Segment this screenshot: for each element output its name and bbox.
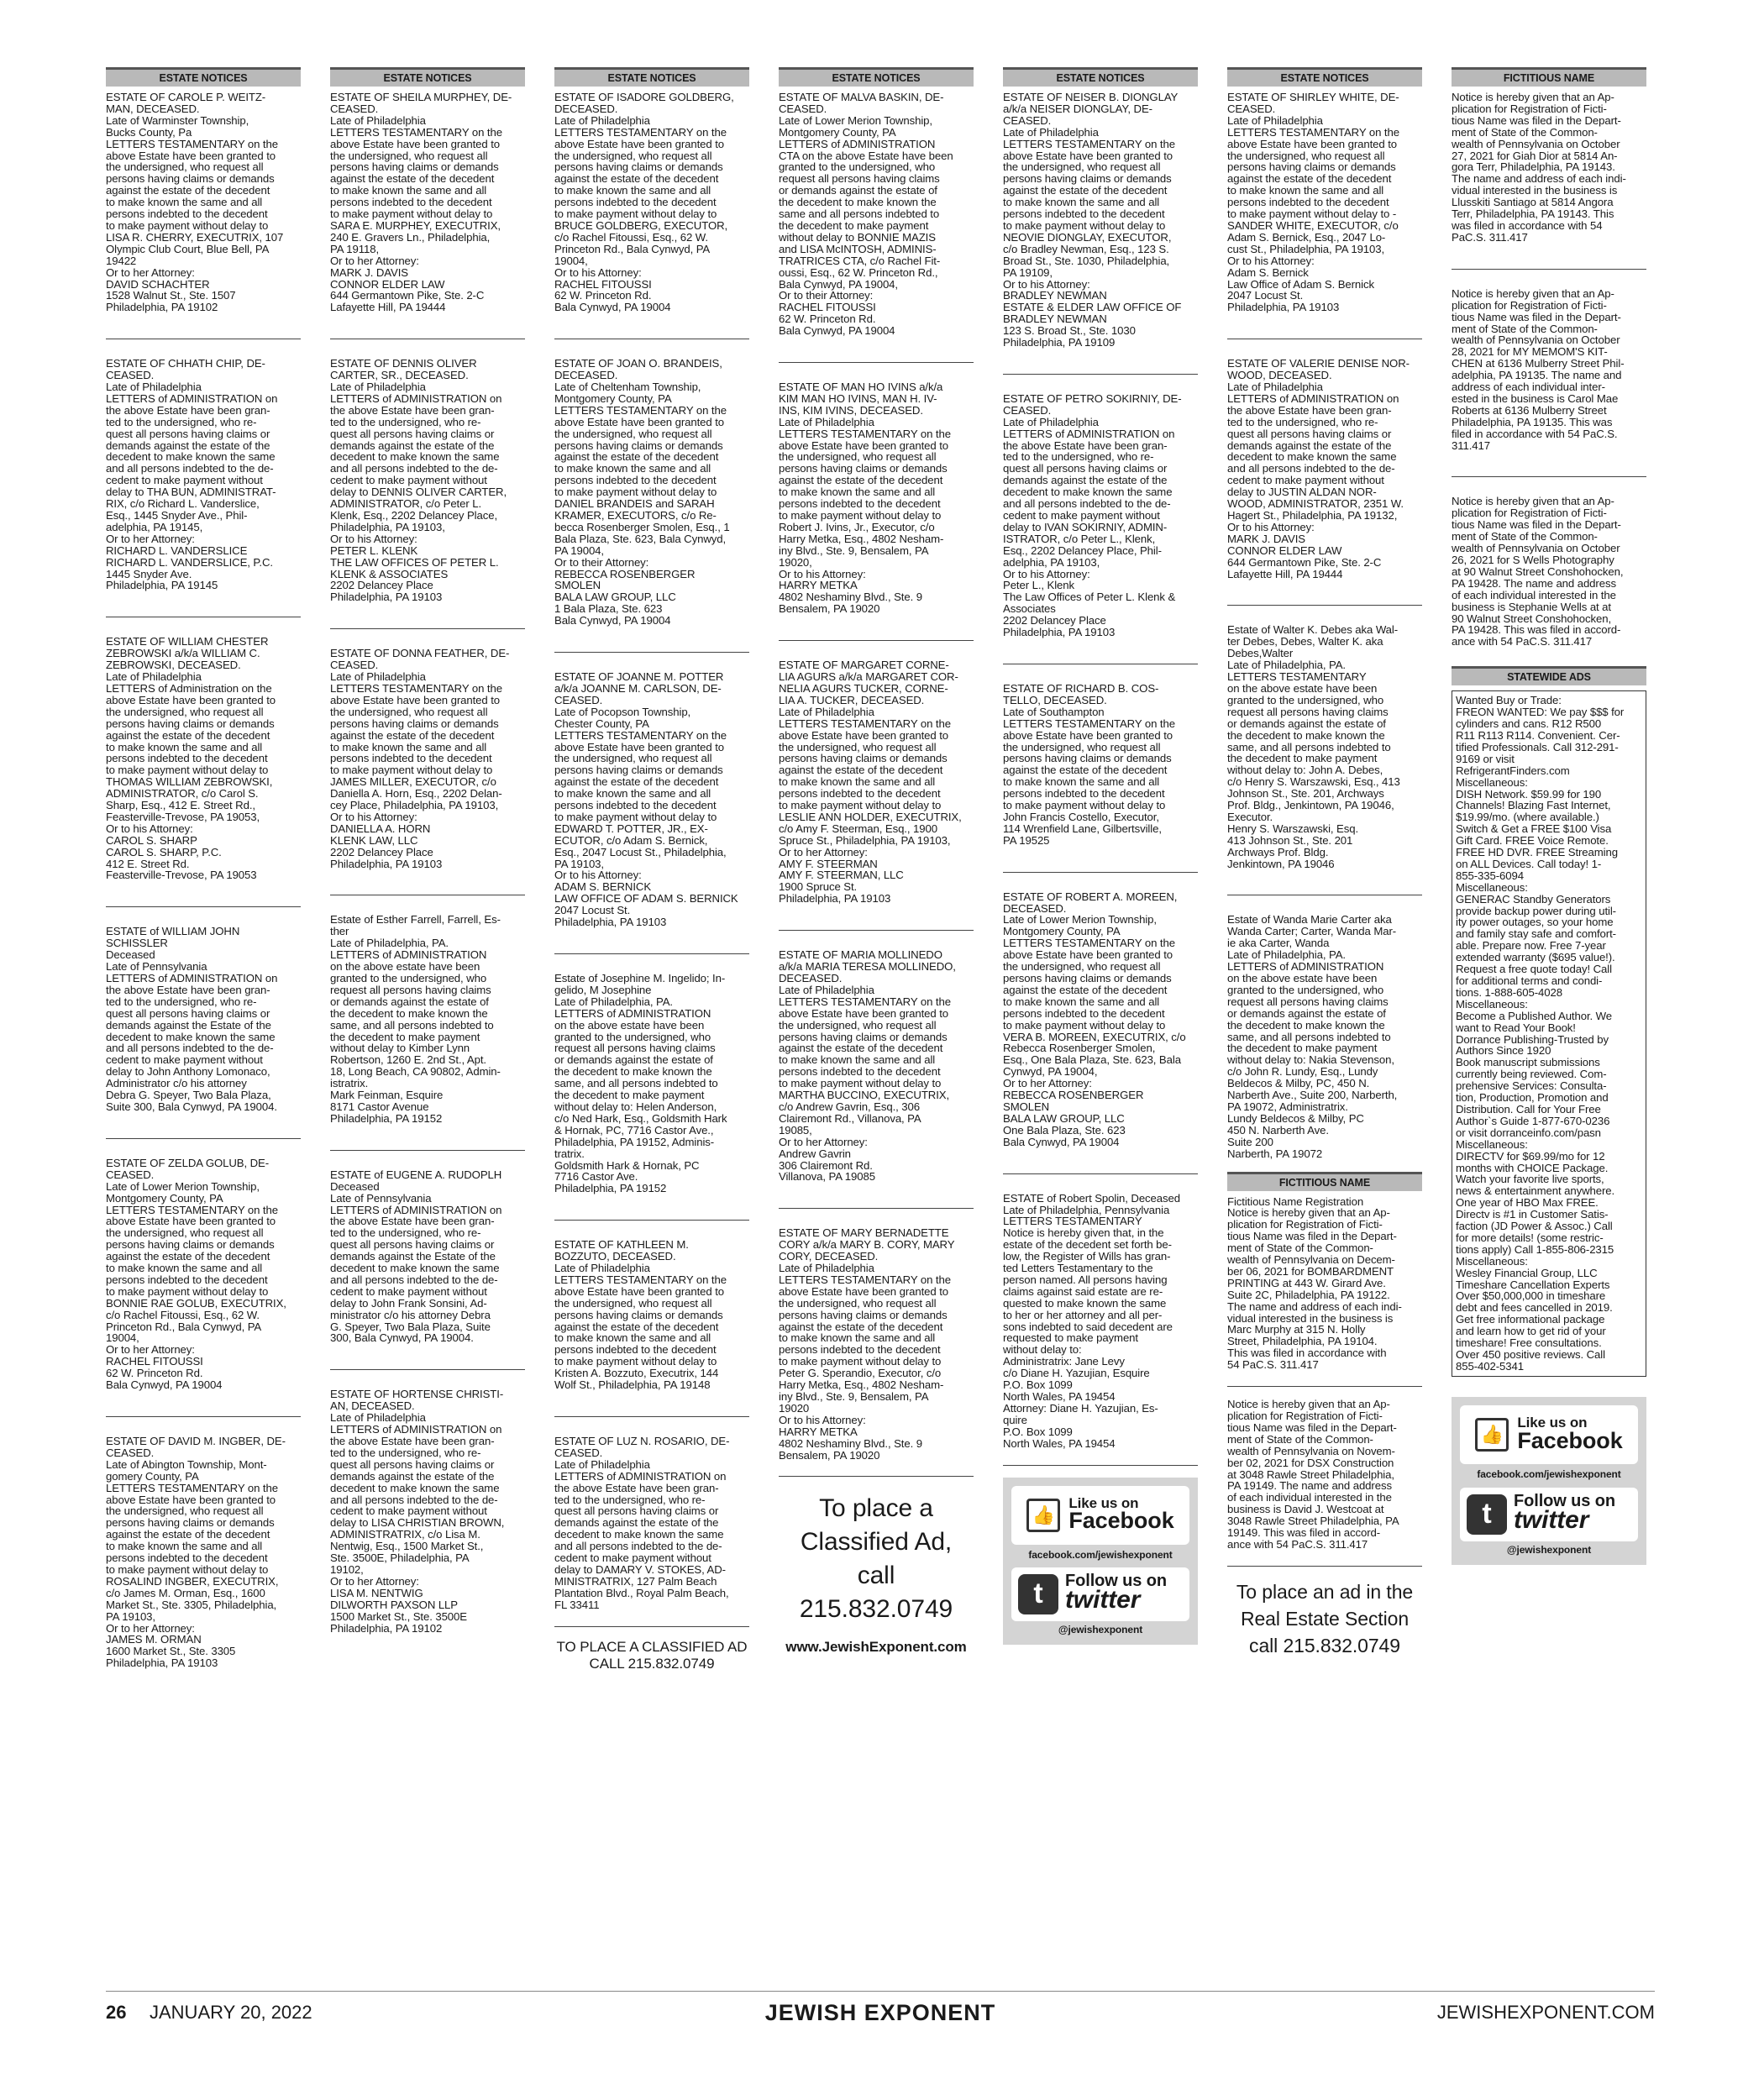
- twitter-icon: t: [1467, 1494, 1507, 1535]
- estate-notice: ESTATE OF DONNA FEATHER, DE- CEASED. Late of Philadelphia LETTERS TESTAMENTARY on the above Estate have been granted to the undersigned, who request all persons having claims or demands against the estate of the decedent to make known the same and all persons indebted to the decedent to make payment without delay to JAMES MILLER, EXECUTOR, c/o Daniella A. Horn, Esq., 2202 Delan- cey Place, Philadelphia, PA 19103, Or to his Attorney: DANIELLA A. HORN KLENK LAW, LLC 2202 Delancey Place Philadelphia, PA 19103: [330, 647, 510, 870]
- section-header: ESTATE NOTICES: [554, 67, 749, 87]
- divider: [779, 1476, 974, 1477]
- divider: [1227, 1566, 1422, 1567]
- column-4: [779, 67, 974, 1656]
- divider: [779, 362, 974, 363]
- fictitious-name-notice: Fictitious Name Registration Notice is hereby given that an Ap- plication for Registration of Ficti- tious Name was filed in the Depart- ment of State of the Common- wealth of Pennsylvania on Decem- ber 06, 2021 for BOMBARDMENT PRINTING at 443 W. Girard Ave. Suite 2C, Philadelphia, PA 19122. The name and address of each indi- vidual interested in the business is Marc Murphy at 315 N. Holly Street, Philadelphia, PA 19104. This was filed in accordance with 54 PaC.S. 311.417: [1227, 1194, 1402, 1372]
- section-header: ESTATE NOTICES: [779, 67, 974, 87]
- estate-notice: ESTATE OF ISADORE GOLDBERG, DECEASED. Late of Philadelphia LETTERS TESTAMENTARY on the above Estate have been granted to the undersigned, who request all persons having claims or demands against the estate of the decedent to make known the same and all persons indebted to the decedent to make payment without delay to BRUCE GOLDBERG, EXECUTOR, c/o Rachel Fitoussi, Esq., 62 W. Princeton Rd., Bala Cynwyd, PA 19004, Or to his Attorney: RACHEL FITOUSSI 62 W. Princeton Rd. Bala Cynwyd, PA 19004: [554, 91, 734, 314]
- classified-line-2: Classified Ad,: [800, 1528, 953, 1557]
- facebook-label: Facebook: [1517, 1427, 1623, 1453]
- estate-notice: ESTATE OF NEISER B. DIONGLAY a/k/a NEISER DIONGLAY, DE- CEASED. Late of Philadelphia LETTERS TESTAMENTARY on the above Estate have been granted to the undersigned, who request all persons having claims or demands against the estate of the decedent to make known the same and all persons indebted to the decedent to make payment without delay to NEOVIE DIONGLAY, EXECUTOR, c/o Bradley Newman, Esq., 123 S. Broad St., Ste. 1030, Philadelphia, PA 19109, Or to his Attorney: BRADLEY NEWMAN ESTATE & ELDER LAW OFFICE OF BRADLEY NEWMAN 123 S. Broad St., Ste. 1030 Philadelphia, PA 19109: [1003, 91, 1182, 349]
- issue-date: JANUARY 20, 2022: [150, 2002, 312, 2023]
- section-header: ESTATE NOTICES: [1227, 67, 1422, 87]
- estate-notice: ESTATE OF SHEILA MURPHEY, DE- CEASED. Late of Philadelphia LETTERS TESTAMENTARY on the above Estate have been granted to the undersigned, who request all persons having claims or demands against the estate of the decedent to make known the same and all persons indebted to the decedent to make payment without delay to SARA E. MURPHEY, EXECUTRIX, 240 E. Gravers Ln., Philadelphia, PA 19118, Or to her Attorney: MARK J. DAVIS CONNOR ELDER LAW 644 Germantown Pike, Ste. 2-C Lafayette Hill, PA 19444: [330, 91, 512, 314]
- divider: [330, 1369, 525, 1370]
- twitter-badge[interactable]: [1011, 1567, 1189, 1621]
- column-2: [330, 67, 525, 1634]
- estate-notice: ESTATE of WILLIAM JOHN SCHISSLER Deceased Late of Pennsylvania LETTERS of ADMINISTRATION on the above Estate have been gran- ted to the undersigned, who re- quest all persons having claims or demands against the Estate of the decedent to make known the same and all persons indebted to the de- cedent to make payment without delay to John Anthony Lomonaco, Administrator c/o his attorney Debra G. Speyer, Two Bala Plaza, Suite 300, Bala Cynwyd, PA 19004.: [106, 925, 278, 1113]
- facebook-badge[interactable]: [1011, 1486, 1189, 1545]
- divider: [779, 640, 974, 641]
- divider: [554, 1220, 749, 1221]
- estate-notice: ESTATE OF MARY BERNADETTE CORY a/k/a MARY B. CORY, MARY CORY, DECEASED. Late of Philadelphia LETTERS TESTAMENTARY on the above Estate have been granted to the undersigned, who request all persons having claims or demands against the estate of the decedent to make known the same and all persons indebted to the decedent to make payment without delay to Peter G. Sperandio, Executor, c/o Harry Metka, Esq., 4802 Nesham- iny Blvd., Ste. 9, Bensalem, PA 19020 Or to his Attorney: HARRY METKA 4802 Neshaminy Blvd., Ste. 9 Bensalem, PA 19020: [779, 1226, 955, 1462]
- section-header: ESTATE NOTICES: [330, 67, 525, 87]
- facebook-url[interactable]: facebook.com/jewishexponent: [1477, 1467, 1621, 1480]
- estate-notice: ESTATE of EUGENE A. RUDOPLH Deceased Late of Pennsylvania LETTERS of ADMINISTRATION on the above Estate have been gran- ted to the undersigned, who re- quest all persons having claims or demands against the Estate of the decedent to make known the same and all persons indebted to the de- cedent to make payment without delay to John Frank Sonsini, Ad- ministrator c/o his attorney Debra G. Speyer, Two Bala Plaza, Suite 300, Bala Cynwyd, PA 19004.: [330, 1168, 502, 1345]
- estate-notice: ESTATE OF DAVID M. INGBER, DE- CEASED. Late of Abington Township, Mont- gomery County, PA LETTERS TESTAMENTARY on the above Estate have been granted to the undersigned, who request all persons having claims or demands against the estate of the decedent to make known the same and all persons indebted to the decedent to make payment without delay to ROSALIND INGBER, EXECUTRIX, c/o James M. Orman, Esq., 1600 Market St., Ste. 3305, Philadelphia, PA 19103, Or to her Attorney: JAMES M. ORMAN 1600 Market St., Ste. 3305 Philadelphia, PA 19103: [106, 1435, 286, 1670]
- estate-notice: ESTATE OF CHHATH CHIP, DE- CEASED. Late of Philadelphia LETTERS of ADMINISTRATION on the above Estate have been gran- ted to the undersigned, who re- quest all persons having claims or demands against the estate of the decedent to make known the same and all persons indebted to the de- cedent to make payment without delay to THA BUN, ADMINISTRAT- RIX, c/o Richard L. Vanderslice, Esq., 1445 Snyder Ave., Phil- adelphia, PA 19145, Or to her Attorney: RICHARD L. VANDERSLICE RICHARD L. VANDERSLICE, P.C. 1445 Snyder Ave. Philadelphia, PA 19145: [106, 357, 278, 592]
- thumbs-up-icon: 👍: [1475, 1418, 1509, 1452]
- estate-notice: ESTATE OF JOAN O. BRANDEIS, DECEASED. Late of Cheltenham Township, Montgomery County, PA LETTERS TESTAMENTARY on the above Estate have been granted to the undersigned, who request all persons having claims or demands against the estate of the decedent to make known the same and all persons indebted to the decedent to make payment without delay to DANIEL BRANDEIS and SARAH KRAMER, EXECUTORS, c/o Re- becca Rosenberger Smolen, Esq., 1 Bala Plaza, Ste. 623, Bala Cynwyd, PA 19004, Or to their Attorney: REBECCA ROSENBERGER SMOLEN BALA LAW GROUP, LLC 1 Bala Plaza, Ste. 623 Bala Cynwyd, PA 19004: [554, 357, 730, 627]
- twitter-icon: t: [1018, 1574, 1058, 1614]
- twitter-handle[interactable]: @jewishexponent: [1506, 1543, 1592, 1556]
- section-header: ESTATE NOTICES: [1003, 67, 1198, 87]
- divider: [1003, 1465, 1198, 1466]
- follow-label: Follow us on: [1514, 1491, 1616, 1510]
- estate-notice: ESTATE OF MARGARET CORNE- LIA AGURS a/k/a MARGARET COR- NELIA AGURS TUCKER, CORNE- LIA A. TUCKER, DECEASED. Late of Philadelphia LETTERS TESTAMENTARY on the above Estate have been granted to the undersigned, who request all persons having claims or demands against the estate of the decedent to make known the same and all persons indebted to the decedent to make payment without delay to LESLIE ANN HOLDER, EXECUTRIX, c/o Amy F. Steerman, Esq., 1900 Spruce St., Philadelphia, PA 19103, Or to her Attorney: AMY F. STEERMAN AMY F. STEERMAN, LLC 1900 Spruce St. Philadelphia, PA 19103: [779, 659, 962, 906]
- estate-notice: ESTATE OF RICHARD B. COS- TELLO, DECEASED. Late of Southampton LETTERS TESTAMENTARY on the above Estate have been granted to the undersigned, who request all persons having claims or demands against the estate of the decedent to make known the same and all persons indebted to the decedent to make payment without delay to John Francis Costello, Executor, 114 Wrenfield Lane, Gilbertsville, PA 19525: [1003, 681, 1175, 847]
- estate-notice: ESTATE OF MARIA MOLLINEDO a/k/a MARIA TERESA MOLLINEDO, DECEASED. Late of Philadelphia LETTERS TESTAMENTARY on the above Estate have been granted to the undersigned, who request all persons having claims or demands against the estate of the decedent to make known the same and all persons indebted to the decedent to make payment without delay to MARTHA BUCCINO, EXECUTRIX, c/o Andrew Gavrin, Esq., 306 Clairemont Rd., Villanova, PA 19085, Or to her Attorney: Andrew Gavrin 306 Clairemont Rd. Villanova, PA 19085: [779, 948, 956, 1184]
- divider: [554, 1626, 749, 1627]
- column-3: [554, 67, 749, 1672]
- estate-notice: ESTATE OF MAN HO IVINS a/k/a KIM MAN HO IVINS, MAN H. IV- INS, KIM IVINS, DECEASED. Late of Philadelphia LETTERS TESTAMENTARY on the above Estate have been granted to the undersigned, who request all persons having claims or demands against the estate of the decedent to make known the same and all persons indebted to the decedent to make payment without delay to Robert J. Ivins, Jr., Executor, c/o Harry Metka, Esq., 4802 Nesham- iny Blvd., Ste. 9, Bensalem, PA 19020, Or to his Attorney: HARRY METKA 4802 Neshaminy Blvd., Ste. 9 Bensalem, PA 19020: [779, 381, 951, 616]
- page-footer: [106, 1991, 1655, 2025]
- twitter-label: twitter: [1514, 1505, 1589, 1534]
- divider: [1227, 605, 1422, 606]
- estate-notice: Estate of Walter K. Debes aka Wal- ter Debes, Debes, Walter K. aka Debes,Walter Late of Philadelphia, PA. LETTERS TESTAMENTARY on the above estate have been granted to the undersigned, who request all persons having claims or demands against the estate of the decedent to make known the same, and all persons indebted to the decedent to make payment without delay to: John A. Debes, c/o Henry S. Warszawski, Esq., 413 Johnson St., Ste. 201, Archways Prof. Bldg., Jenkintown, PA 19046, Executor. Henry S. Warszawski, Esq. 413 Johnson St., Ste. 201 Archways Prof. Bldg. Jenkintown, PA 19046: [1227, 623, 1400, 870]
- statewide-ads-text: Wanted Buy or Trade: FREON WANTED: We pay $$$ for cylinders and cans. R12 R500 R11 R113 R114. Convenient. Cer- tified Professionals. Call 312-291- 9169 or visit RefrigerantFinders.com Miscellaneous: DISH Network. $59.99 for 190 Channels! Blazing Fast Internet, $19.99/mo. (where available.) Switch & Get a FREE $100 Visa Gift Card. FREE Voice Remote. FREE HD DVR. FREE Streaming on ALL Devices. Call today! 1- 855-335-6094 Miscellaneous: GENERAC Standby Generators provide backup power during util- ity power outages, so your home and family stay safe and comfort- able. Prepare now. Free 7-year extended warranty ($695 value!). Request a free quote today! Call for additional terms and condi- tions. 1-888-605-4028 Miscellaneous: Become a Published Author. We want to Read Your Book! Dorrance Publishing-Trusted by Authors Since 1920 Book manuscript submissions currently being reviewed. Com- prehensive Services: Consulta- tion, Production, Promotion and Distribution. Call for Your Free Author`s Guide 1-877-670-0236 or visit dorranceinfo.com/pasn Miscellaneous: DIRECTV for $69.99/mo for 12 months with CHOICE Package. Watch your favorite live sports, news & entertainment anywhere. One year of HBO Max FREE. Directv is #1 in Customer Satis- faction (JD Power & Assoc.) Call for more details! (some restric- tions apply) Call 1-855-806-2315 Miscellaneous: Wesley Financial Group, LLC Timeshare Cancellation Experts Over $50,000,000 in timeshare debt and fees cancelled in 2019. Get free informational package and learn how to get rid of your timeshare! Free consultations. Over 450 positive reviews. Call 855-402-5341: [1456, 694, 1625, 1373]
- social-ad-box: [1452, 1397, 1646, 1565]
- estate-notice: ESTATE OF ROBERT A. MOREEN, DECEASED. Late of Lower Merion Township, Montgomery County, PA LETTERS TESTAMENTARY on the above Estate have been granted to the undersigned, who request all persons having claims or demands against the estate of the decedent to make known the same and all persons indebted to the decedent to make payment without delay to VERA B. MOREEN, EXECUTRIX, c/o Rebecca Rosenberger Smolen, Esq., One Bala Plaza, Ste. 623, Bala Cynwyd, PA 19004, Or to her Attorney: REBECCA ROSENBERGER SMOLEN BALA LAW GROUP, LLC One Bala Plaza, Ste. 623 Bala Cynwyd, PA 19004: [1003, 890, 1186, 1148]
- facebook-label: Facebook: [1068, 1508, 1174, 1534]
- classified-line-1: To place a: [819, 1494, 933, 1523]
- estate-notice: ESTATE of Robert Spolin, Deceased Late of Philadelphia, Pennsylvania LETTERS TESTAMENTARY Notice is hereby given that, in the estate of the decedent set forth be- low, the Register of Wills has gran- ted Letters Testamentary to the person named. All persons having claims against said estate are re- quested to make known the same to her or her attorney and all per- sons indebted to said decedent are requested to make payment without delay to: Administratrix: Jane Levy c/o Diane H. Yazujian, Esquire P.O. Box 1099 North Wales, PA 19454 Attorney: Diane H. Yazujian, Es- quire P.O. Box 1099 North Wales, PA 19454: [1003, 1191, 1180, 1450]
- estate-notice: ESTATE OF WILLIAM CHESTER ZEBROWSKI a/k/a WILLIAM C. ZEBROWSKI, DECEASED. Late of Philadelphia LETTERS of Administration on the above Estate have been granted to the undersigned, who request all persons having claims or demands against the estate of the decedent to make known the same and all persons indebted to the decedent to make payment without delay to THOMAS WILLIAM ZEBROWSKI, ADMINISTRATOR, c/o Carol S. Sharp, Esq., 412 E. Street Rd., Feasterville-Trevose, PA 19053, Or to his Attorney: CAROL S. SHARP CAROL S. SHARP, P.C. 412 E. Street Rd. Feasterville-Trevose, PA 19053: [106, 635, 276, 882]
- column-5: [1003, 67, 1198, 1645]
- estate-notice: ESTATE OF PETRO SOKIRNIY, DE- CEASED. Late of Philadelphia LETTERS of ADMINISTRATION on the above Estate have been gran- ted to the undersigned, who re- quest all persons having claims or demands against the estate of the decedent to make known the same and all persons indebted to the de- cedent to make payment without delay to IVAN SOKIRNIY, ADMIN- ISTRATOR, c/o Peter L., Klenk, Esq., 2202 Delancey Place, Phil- adelphia, PA 19103, Or to his Attorney: Peter L., Klenk The Law Offices of Peter L. Klenk & Associates 2202 Delancey Place Philadelphia, PA 19103: [1003, 391, 1182, 639]
- twitter-label: twitter: [1065, 1586, 1141, 1614]
- fictitious-name-header: FICTITIOUS NAME: [1227, 1172, 1422, 1191]
- divider: [779, 1208, 974, 1209]
- real-estate-line-1: To place an ad in the: [1236, 1580, 1414, 1603]
- divider: [1003, 1173, 1198, 1174]
- site-url[interactable]: JEWISHEXPONENT.COM: [1436, 2002, 1655, 2023]
- real-estate-line-3: call 215.832.0749: [1249, 1634, 1400, 1656]
- statewide-ads-header: STATEWIDE ADS: [1452, 666, 1646, 685]
- estate-notice: ESTATE OF MALVA BASKIN, DE- CEASED. Late of Lower Merion Township, Montgomery County, PA LETTERS of ADMINISTRATION CTA on the above Estate have been granted to the undersigned, who request all persons having claims or demands against the estate of the decedent to make known the same and all persons indebted to the decedent to make payment without delay to BONNIE MAZIS and LISA McINTOSH, ADMINIS- TRATRICES CTA, c/o Rachel Fit- oussi, Esq., 62 W. Princeton Rd., Bala Cynwyd, PA 19004, Or to their Attorney: RACHEL FITOUSSI 62 W. Princeton Rd. Bala Cynwyd, PA 19004: [779, 91, 953, 338]
- real-estate-ad: [1227, 1578, 1422, 1659]
- divider: [1452, 269, 1646, 270]
- divider: [106, 1416, 301, 1417]
- divider: [554, 652, 749, 653]
- real-estate-line-2: Real Estate Section: [1240, 1607, 1410, 1630]
- estate-notice: Estate of Josephine M. Ingelido; In- gelido, M Josephine Late of Philadelphia, PA. LETTERS of ADMINISTRATION on the above estate have been granted to the undersigned, who request all persons having claims or demands against the estate of the decedent to make known the same, and all persons indebted to the decedent to make payment without delay to: Helen Anderson, c/o Ned Hark, Esq., Goldsmith Hark & Hornak, PC, 7716 Castor Ave., Philadelphia, PA 19152, Adminis- tratrix. Goldsmith Hark & Hornak, PC 7716 Castor Ave. Philadelphia, PA 19152: [554, 972, 727, 1195]
- like-label: Like us on: [1068, 1494, 1139, 1511]
- column-7: [1452, 67, 1646, 1565]
- estate-notice: ESTATE OF LUZ N. ROSARIO, DE- CEASED. Late of Philadelphia LETTERS of ADMINISTRATION on the above Estate have been gran- ted to the undersigned, who re- quest all persons having claims or demands against the estate of the decedent to make known the same and all persons indebted to the de- cedent to make payment without delay to DAMARY V. STOKES, AD- MINISTRATRIX, 127 Palm Beach Plantation Blvd., Royal Palm Beach, FL 33411: [554, 1435, 730, 1611]
- statewide-ads-box: [1452, 690, 1646, 1377]
- divider: [106, 906, 301, 907]
- thumbs-up-icon: 👍: [1026, 1499, 1060, 1532]
- divider: [1452, 476, 1646, 477]
- fictitious-name-notice: Notice is hereby given that an Ap- plication for Registration of Ficti- tious Name was filed in the Depart- ment of State of the Common- wealth of Pennsylvania on October 27, 2021 for Giah Dior at 5814 An- gora Terr, Philadelphia, PA 19143. The name and address of each indi- vidual interested in the business is Llusskiti Santiago at 5814 Angora Terr, Philadelphia, PA 19143. This was filed in accordance with 54 PaC.S. 311.417: [1452, 91, 1626, 244]
- social-ad-box: [1003, 1478, 1198, 1646]
- classified-line-3: call 215.832.0749: [799, 1562, 953, 1624]
- fictitious-name-notice: Notice is hereby given that an Ap- plication for Registration of Ficti- tious Name was filed in the Depart- ment of State of the Common- wealth of Pennsylvania on October 26, 2021 for S Wells Photography at 90 Walnut Street Conshohocken, PA 19428. The name and address of each individual interested in the business is Stephanie Wells at at 90 Walnut Street Conshohocken, PA 19428. This was filed in accord- ance with 54 PaC.S. 311.417: [1452, 495, 1624, 648]
- estate-notice: ESTATE OF KATHLEEN M. BOZZUTO, DECEASED. Late of Philadelphia LETTERS TESTAMENTARY on the above Estate have been granted to the undersigned, who request all persons having claims or demands against the estate of the decedent to make known the same and all persons indebted to the decedent to make payment without delay to Kristen A. Bozzuto, Executrix, 144 Wolf St., Philadelphia, PA 19148: [554, 1238, 727, 1392]
- estate-notice: Estate of Wanda Marie Carter aka Wanda Carter; Carter, Wanda Mar- ie aka Carter, Wanda Late of Philadelphia, PA. LETTERS of ADMINISTRATION on the above estate have been granted to the undersigned, who request all persons having claims or demands against the estate of the decedent to make known the same, and all persons indebted to the decedent to make payment without delay to: Nakia Stevenson, c/o John R. Lundy, Esq., Lundy Beldecos & Milby, PC, 450 N. Narberth Ave., Suite 200, Narberth, PA 19072, Administratrix. Lundy Beldecos & Milby, PC 450 N. Narberth Ave. Suite 200 Narberth, PA 19072: [1227, 913, 1398, 1160]
- classified-ad-call: TO PLACE A CLASSIFIED AD CALL 215.832.0749: [556, 1638, 748, 1672]
- fictitious-name-notice: Notice is hereby given that an Ap- plication for Registration of Ficti- tious Name was filed in the Depart- ment of State of the Common- wealth of Pennsylvania on Novem- ber 02, 2021 for DSX Construction at 3048 Rawle Street Philadelphia, PA 19149. The name and address of each individual interested in the business is David J. Westcoat at 3048 Rawle Street Philadelphia, PA 19149. This was filed in accord- ance with 54 PaC.S. 311.417: [1227, 1398, 1399, 1551]
- classified-ad-box: [779, 1492, 974, 1626]
- page-number: 26: [106, 2002, 127, 2023]
- fictitious-name-header: FICTITIOUS NAME: [1452, 67, 1646, 87]
- like-label: Like us on: [1517, 1414, 1588, 1431]
- estate-notice: ESTATE OF ZELDA GOLUB, DE- CEASED. Late of Lower Merion Township, Montgomery County, PA LETTERS TESTAMENTARY on the above Estate have been granted to the undersigned, who request all persons having claims or demands against the estate of the decedent to make known the same and all persons indebted to the decedent to make payment without delay to BONNIE RAE GOLUB, EXECUTRIX, c/o Rachel Fitoussi, Esq., 62 W. Princeton Rd., Bala Cynwyd, PA 19004, Or to her Attorney: RACHEL FITOUSSI 62 W. Princeton Rd. Bala Cynwyd, PA 19004: [106, 1156, 286, 1392]
- masthead: JEWISH EXPONENT: [764, 2000, 996, 2025]
- column-1: [106, 67, 301, 1669]
- estate-notice: ESTATE OF CAROLE P. WEITZ- MAN, DECEASED. Late of Warminster Township, Bucks County, Pa LETTERS TESTAMENTARY on the above Estate have been granted to the undersigned, who request all persons having claims or demands against the estate of the decedent to make known the same and all persons indebted to the decedent to make payment without delay to LISA R. CHERRY, EXECUTRIX, 107 Olympic Club Court, Blue Bell, PA 19422 Or to her Attorney: DAVID SCHACHTER 1528 Walnut St., Ste. 1507 Philadelphia, PA 19102: [106, 91, 284, 314]
- divider: [330, 628, 525, 629]
- estate-notice: ESTATE OF SHIRLEY WHITE, DE- CEASED. Late of Philadelphia LETTERS TESTAMENTARY on the above Estate have been granted to the undersigned, who request all persons having claims or demands against the estate of the decedent to make known the same and all persons indebted to the decedent to make payment without delay to - SANDER WHITE, EXECUTOR, c/o Adam S. Bernick, Esq., 2047 Lo- cust St., Philadelphia, PA 19103, Or to his Attorney: Adam S. Bernick Law Office of Adam S. Bernick 2047 Locust St. Philadelphia, PA 19103: [1227, 91, 1399, 314]
- divider: [330, 1150, 525, 1151]
- column-6: [1227, 67, 1422, 1659]
- divider: [1003, 872, 1198, 873]
- facebook-badge[interactable]: [1460, 1405, 1638, 1464]
- twitter-badge[interactable]: [1460, 1488, 1638, 1541]
- newspaper-page: [106, 67, 1655, 1991]
- twitter-handle[interactable]: @jewishexponent: [1058, 1624, 1143, 1636]
- estate-notice: ESTATE OF JOANNE M. POTTER a/k/a JOANNE M. CARLSON, DE- CEASED. Late of Pocopson Township, Chester County, PA LETTERS TESTAMENTARY on the above Estate have been granted to the undersigned, who request all persons having claims or demands against the estate of the decedent to make known the same and all persons indebted to the decedent to make payment without delay to EDWARD T. POTTER, JR., EX- ECUTOR, c/o Adam S. Bernick, Esq., 2047 Locust St., Philadelphia, PA 19103, Or to his Attorney: ADAM S. BERNICK LAW OFFICE OF ADAM S. BERNICK 2047 Locust St. Philadelphia, PA 19103: [554, 670, 738, 929]
- website-link[interactable]: www.JewishExponent.com: [785, 1639, 967, 1656]
- estate-notice: ESTATE OF HORTENSE CHRISTI- AN, DECEASED. Late of Philadelphia LETTERS of ADMINISTRATION on the above Estate have been gran- ted to the undersigned, who re- quest all persons having claims or demands against the estate of the decedent to make known the same and all persons indebted to the de- cedent to make payment without delay to LISA CHRISTIAN BROWN, ADMINISTRATRIX, c/o Lisa M. Nentwig, Esq., 1500 Market St., Ste. 3500E, Philadelphia, PA 19102, Or to her Attorney: LISA M. NENTWIG DILWORTH PAXSON LLP 1500 Market St., Ste. 3500E Philadelphia, PA 19102: [330, 1388, 505, 1635]
- divider: [1227, 1386, 1422, 1387]
- estate-notice: Estate of Esther Farrell, Farrell, Es- ther Late of Philadelphia, PA. LETTERS of ADMINISTRATION on the above estate have been granted to the undersigned, who request all persons having claims or demands against the estate of the decedent to make known the same, and all persons indebted to the decedent to make payment without delay to Kimber Lynn Robertson, 1260 E. 2nd St., Apt. 18, Long Beach, CA 90802, Admin- istratrix. Mark Feinman, Esquire 8171 Castor Avenue Philadelphia, PA 19152: [330, 913, 501, 1125]
- facebook-url[interactable]: facebook.com/jewishexponent: [1028, 1548, 1173, 1561]
- divider: [779, 930, 974, 931]
- fictitious-name-notice: Notice is hereby given that an Ap- plication for Registration of Ficti- tious Name was filed in the Depart- ment of State of the Common- wealth of Pennsylvania on October 28, 2021 for MY MEMOM'S KIT- CHEN at 6136 Mulberry Street Phil- adelphia, PA 19135. The name and address of each individual inter- ested in the business is Carol Mae Roberts at 6136 Mulberry Street Philadelphia, PA 19135. This was filed in accordance with 54 PaC.S. 311.417: [1452, 286, 1625, 452]
- follow-label: Follow us on: [1065, 1572, 1168, 1591]
- section-header: ESTATE NOTICES: [106, 67, 301, 87]
- divider: [1003, 374, 1198, 375]
- divider: [554, 953, 749, 954]
- estate-notice: ESTATE OF VALERIE DENISE NOR- WOOD, DECEASED. Late of Philadelphia LETTERS of ADMINISTRATION on the above Estate have been gran- ted to the undersigned, who re- quest all persons having claims or demands against the estate of the decedent to make known the same and all persons indebted to the de- cedent to make payment without delay to JUSTIN ALDAN NOR- WOOD, ADMINISTRATOR, 2351 W. Hagert St., Philadelphia, PA 19132, Or to his Attorney: MARK J. DAVIS CONNOR ELDER LAW 644 Germantown Pike, Ste. 2-C Lafayette Hill, PA 19444: [1227, 357, 1410, 580]
- estate-notice: ESTATE OF DENNIS OLIVER CARTER, SR., DECEASED. Late of Philadelphia LETTERS of ADMINISTRATION on the above Estate have been gran- ted to the undersigned, who re- quest all persons having claims or demands against the estate of the decedent to make known the same and all persons indebted to the de- cedent to make payment without delay to DENNIS OLIVER CARTER, ADMINISTRATOR, c/o Peter L. Klenk, Esq., 2202 Delancey Place, Philadelphia, PA 19103, Or to his Attorney: PETER L. KLENK THE LAW OFFICES OF PETER L. KLENK & ASSOCIATES 2202 Delancey Place Philadelphia, PA 19103: [330, 357, 507, 604]
- divider: [554, 1416, 749, 1417]
- divider: [106, 1138, 301, 1139]
